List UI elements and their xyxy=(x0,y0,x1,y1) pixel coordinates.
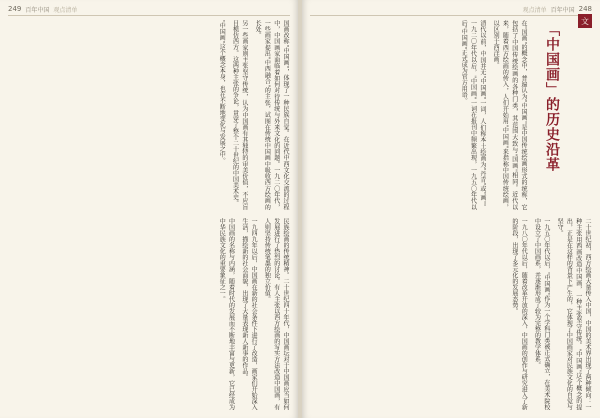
left-running-head: 百年中国 xyxy=(25,6,50,14)
right-section-label: 观点清单 xyxy=(522,6,547,14)
left-top-text-block xyxy=(8,20,290,210)
paragraph: 中国画的名称与内涵，随着时代的发展而不断地丰富与更新，它已经成为中华民族文化的重要象征之一。 xyxy=(218,218,235,410)
paragraph: 二十世纪初，西方绘画大量传入中国，中国的美术界出现了两种倾向：一种主张用西画改造中国画，一种主张坚守传统。"中国画"这个概念的提出，正是在这样的背景下产生的，它体现了中国画家对民族文化的自觉与坚守。 xyxy=(556,218,591,410)
article-title: 「中国画」的历史沿革 xyxy=(544,22,560,172)
paragraph: "中国画"这个概念本身，也在不断地变化与发展之中。 xyxy=(218,20,226,164)
paragraph: 一九四九年以后，中国画在新的社会条件下进行了改造，画家们开始深入生活，描绘新的社会面貌，出现了大量表现新人新事的作品。 xyxy=(240,218,258,410)
paragraph: 国画改称"中国画"，体现了一种民族自觉。在近代中西文化交流的过程中，中国画家面临着如何对待传统与外来文化的问题。一九二〇年代，一些画家提出"中西融合"的主张，试图在传统中国画中吸收西方绘画的长处。 xyxy=(254,20,289,210)
left-page xyxy=(0,0,298,418)
paragraph: 一九五〇年代以后，"中国画"作为一个学科门类被正式确立，在美术院校中设立了中国画系，并逐渐形成了较为完整的教学体系。 xyxy=(533,218,550,410)
chapter-emblem-icon: 文 xyxy=(578,14,592,28)
right-page xyxy=(302,0,600,418)
right-running-header xyxy=(523,4,592,14)
left-section-label: 观点清单 xyxy=(53,6,78,14)
paragraph: 一九八〇年代以后，随着改革开放的深入，中国画的创作与研究进入了新的阶段，出现了多元化的发展态势。 xyxy=(510,218,528,410)
right-bottom-text-block xyxy=(310,218,592,410)
paragraph: 民族绘画的传统精神。二十世纪四十年代，中国画坛对于中国画应当如何发展进行了热烈的讨论。有人主张以西方绘画的写实方法改造中国画，有人则坚持传统笔墨的独立价值。 xyxy=(263,218,289,410)
left-bottom-text-block xyxy=(8,218,290,410)
paragraph: 清代以前，中国并无"中国画"一词，人们称本土绘画为"丹青"或"画"。一九二〇年代以后，"中国画"一词在报刊中频繁出现，一九五〇年代以后"中国画"正式成为官方用语。 xyxy=(460,20,486,210)
paragraph: 另一些画家则主张坚守传统，认为中国画有其独特的审美价值，不应盲目模仿西方。这两种主张的争论，贯穿了整个二十世纪的中国美术史。 xyxy=(231,20,248,210)
right-page-number: 248 xyxy=(578,5,592,13)
left-page-number: 249 xyxy=(8,5,22,13)
paragraph: 在"国画"的概念中，普遍认为"中国画"是中国传统绘画形式的统称，它包括了中国传统绘画的各种门类，其范围大致与"国画"相同。近代以来，随着西方绘画的传入，人们开始用"中国画"来指称中国传统绘画，以区别于西洋画。 xyxy=(492,20,527,210)
right-header-rule xyxy=(310,15,592,16)
left-running-header xyxy=(8,4,77,14)
right-running-head: 百年中国 xyxy=(550,6,575,14)
right-top-text-block xyxy=(310,20,528,210)
left-header-rule xyxy=(8,15,290,16)
